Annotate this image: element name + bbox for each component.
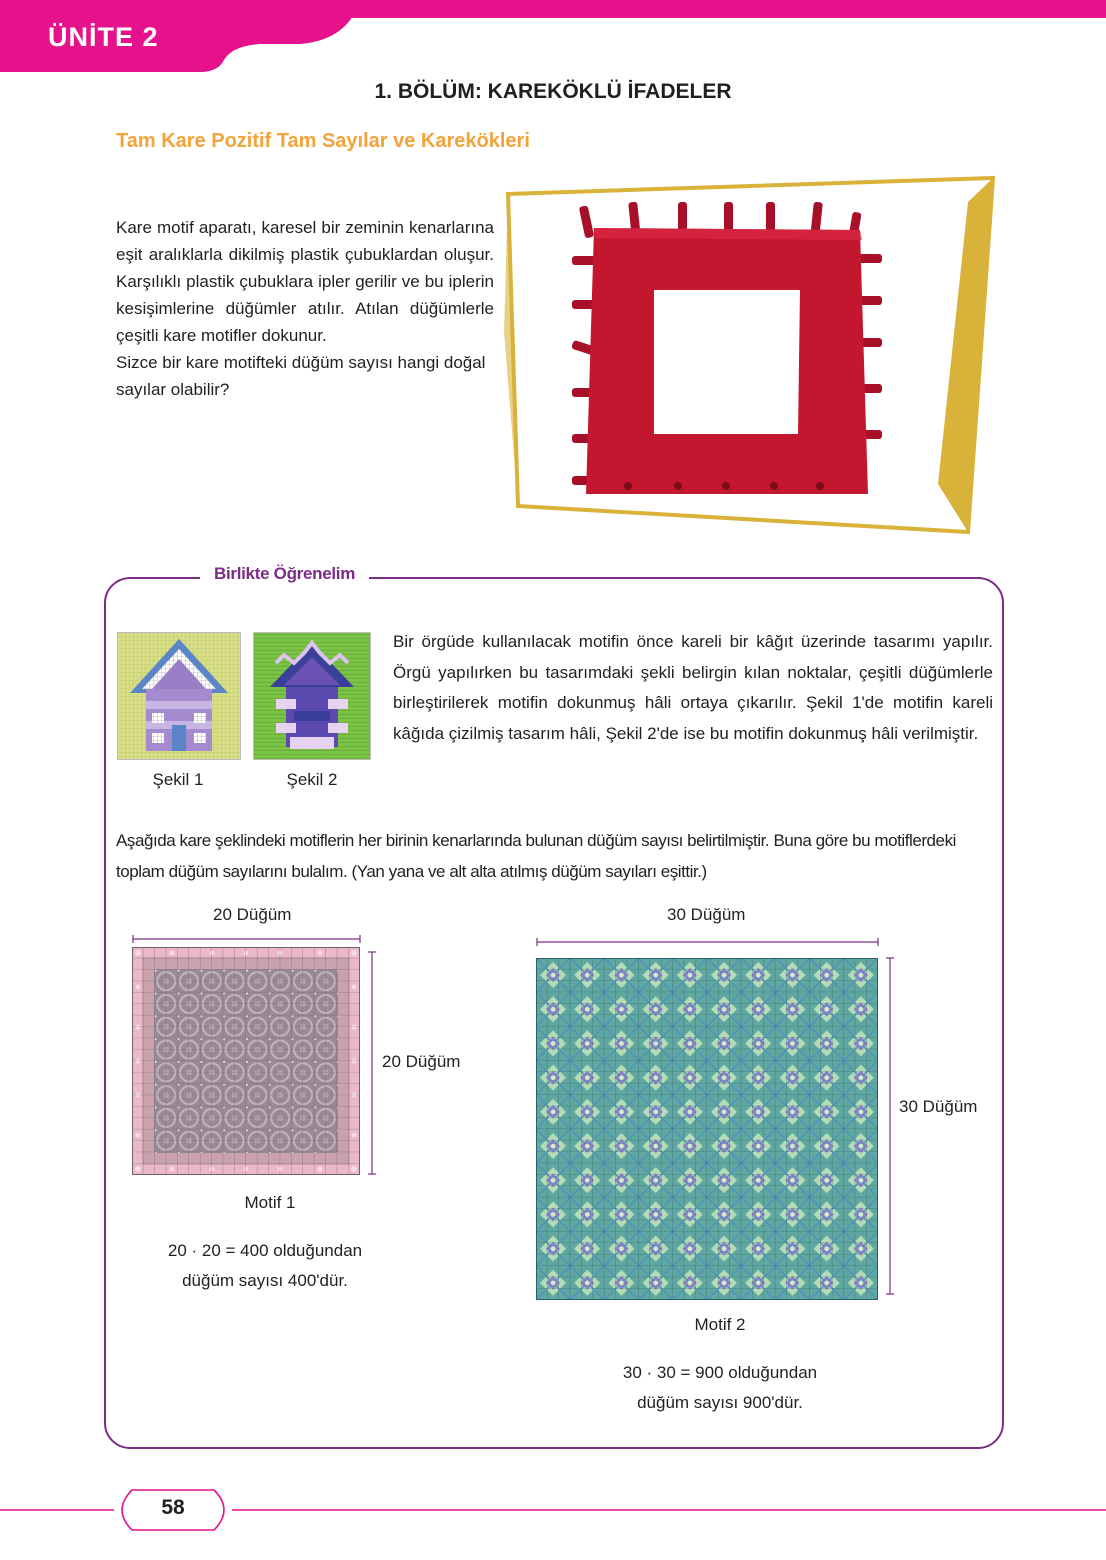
motif-2-calc-line-1: 30 · 30 = 900 olduğundan (622, 1363, 818, 1382)
motif-1-calculation (60, 1236, 470, 1296)
motif-2-side-knot-count: 30 Düğüm (899, 1097, 978, 1116)
learn-together-header (200, 564, 369, 584)
motif-1-calc-line-2: düğüm sayısı 400'dür. (182, 1271, 348, 1290)
figure-2-caption: Şekil 2 (286, 770, 338, 789)
motif-1-calc-line-1: 20 · 20 = 400 olduğundan (167, 1241, 363, 1260)
figure-1-caption: Şekil 1 (152, 770, 204, 789)
intro-question: Sizce bir kare motifteki düğüm sayısı hangi doğal sayılar olabilir? (116, 353, 486, 399)
intro-paragraph: Kare motif aparatı, karesel bir zeminin kenarlarına eşit aralıklarla dikilmiş plastik çubuklardan oluşur. Karşılıklı plastik çubuklara ipler gerilir ve bu iplerin kesişimlerine düğümler atılır. Atılan düğümlerle çeşitli kare motifler dokunur. (116, 218, 494, 345)
motif-1-label: Motif 1 (244, 1193, 296, 1212)
motif-2-pattern (536, 958, 878, 1300)
page-number: 58 (161, 1496, 185, 1519)
motif-2-calculation (450, 1358, 990, 1418)
motif-2-top-knot-count: 30 Düğüm (667, 905, 746, 924)
section-title: 1. BÖLÜM: KAREKÖKLÜ İFADELER (374, 80, 732, 103)
unit-label: ÜNİTE 2 (48, 22, 159, 52)
square-loom-image (498, 172, 998, 542)
motif-1-pattern (132, 947, 360, 1175)
learn-together-title: Birlikte Öğrenelim (214, 564, 356, 583)
figure-1-grid-design (117, 632, 241, 760)
motif-problem-statement: Aşağıda kare şeklindeki motiflerin her birinin kenarlarında bulunan düğüm sayısı belirtilmiştir. Buna göre bu motiflerdeki toplam düğüm sayılarını bulalım. (Yan yana ve alt alta atılmış düğüm sayıları eşittir.) (116, 831, 956, 881)
motif-1-top-knot-count: 20 Düğüm (213, 905, 292, 924)
intro-text (116, 214, 494, 403)
motif-2-label: Motif 2 (694, 1315, 746, 1334)
motif-2-calc-line-2: düğüm sayısı 900'dür. (637, 1393, 803, 1412)
design-explanation: Bir örgüde kullanılacak motifin önce kareli bir kâğıt üzerinde tasarımı yapılır. Örgü yapılırken bu tasarımdaki şekli belirgin kılan noktalar, çeşitli düğümlerle birleştirilerek motifin dokunmuş hâli ortaya çıkarılır. Şekil 1'de motifin kareli kâğıda çizilmiş tasarım hâli, Şekil 2'de ise bu motifin dokunmuş hâli verilmiştir. (393, 632, 993, 743)
topic-subtitle: Tam Kare Pozitif Tam Sayılar ve Karekökleri (116, 130, 530, 152)
figure-2-knitted-motif (253, 632, 371, 760)
motif-1-side-knot-count: 20 Düğüm (382, 1052, 461, 1071)
